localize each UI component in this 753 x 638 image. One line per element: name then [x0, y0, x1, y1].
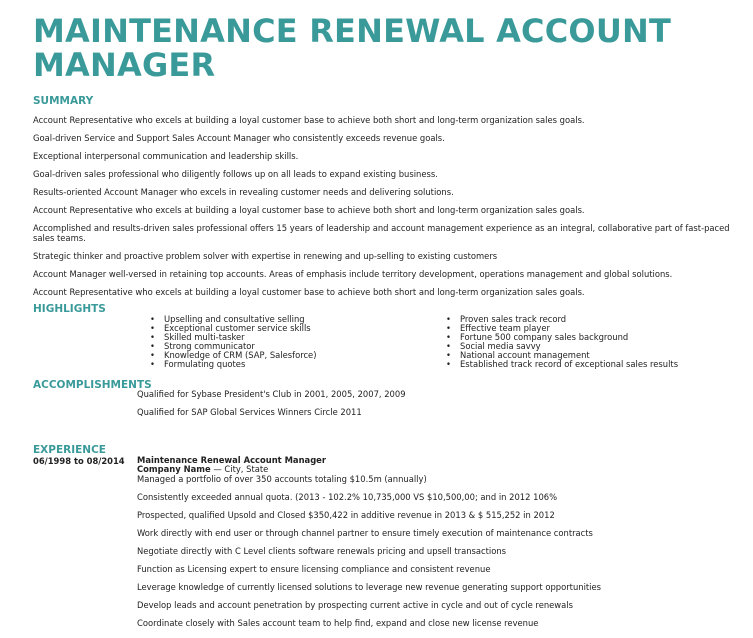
experience-item: Function as Licensing expert to ensure licensing compliance and consistent revenue: [137, 564, 491, 574]
summary-item: Account Representative who excels at building a loyal customer base to achieve both short and long-term organization sales goals.: [33, 205, 585, 215]
accomplishments-list: [137, 389, 733, 417]
summary-item: Goal-driven Service and Support Sales Account Manager who consistently exceeds revenue goals.: [33, 133, 445, 143]
experience-heading: EXPERIENCE: [33, 444, 106, 456]
accomplishment-item: Qualified for SAP Global Services Winners Circle 2011: [137, 407, 362, 417]
experience-item: Negotiate directly with C Level clients software renewals pricing and upsell transactions: [137, 546, 507, 556]
summary-item: Strategic thinker and proactive problem solver with expertise in renewing and up-selling to existing customers: [33, 251, 498, 261]
highlights-heading: HIGHLIGHTS: [33, 303, 106, 315]
highlight-item: • Upselling and consultative selling: [150, 315, 316, 324]
highlight-item: • Skilled multi-tasker: [150, 333, 316, 342]
highlight-item: • Effective team player: [446, 324, 678, 333]
highlight-item: • Exceptional customer service skills: [150, 324, 316, 333]
highlights-left-column: [150, 315, 316, 370]
highlight-item: • Formulating quotes: [150, 360, 316, 369]
experience-item: Coordinate closely with Sales account team to help find, expand and close new license revenue: [137, 618, 539, 628]
summary-item: Accomplished and results-driven sales professional offers 15 years of leadership and account management experience as an integral, collaborative part of fast-paced sales teams.: [33, 223, 730, 243]
accomplishments-heading: ACCOMPLISHMENTS: [33, 379, 152, 391]
highlight-item: • National account management: [446, 351, 678, 360]
highlight-item: • Strong communicator: [150, 342, 316, 351]
summary-heading: SUMMARY: [33, 95, 94, 107]
company-location: City, State: [224, 464, 269, 474]
highlights-right-column: [446, 315, 678, 370]
summary-item: Account Representative who excels at building a loyal customer base to achieve both short and long-term organization sales goals.: [33, 115, 585, 125]
highlight-item: • Established track record of exceptional sales results: [446, 360, 678, 369]
job-title: Maintenance Renewal Account Manager: [137, 455, 326, 465]
experience-item: Managed a portfolio of over 350 accounts totaling $10.5m (annually): [137, 474, 427, 484]
experience-item: Prospected, qualified Upsold and Closed $350,422 in additive revenue in 2013 & $ 515,252 in 2012: [137, 510, 555, 520]
experience-entry: [33, 456, 733, 628]
summary-item: Account Manager well-versed in retaining top accounts. Areas of emphasis include territory development, operations management and global solutions.: [33, 269, 673, 279]
highlights-list: [33, 315, 733, 369]
highlight-item: • Fortune 500 company sales background: [446, 333, 678, 342]
experience-item: Develop leads and account penetration by prospecting current active in cycle and out of cycle renewals: [137, 600, 573, 610]
highlight-item: • Proven sales track record: [446, 315, 678, 324]
company-name: Company Name: [137, 464, 211, 474]
experience-dates: 06/1998 to 08/2014: [33, 456, 125, 466]
company-separator: —: [210, 464, 225, 474]
experience-item: Consistently exceeded annual quota. (2013 - 102.2% 10,735,000 VS $10,500,00; and in 2012 106%: [137, 492, 558, 502]
summary-item: Goal-driven sales professional who diligently follows up on all leads to expand existing business.: [33, 169, 438, 179]
experience-item: Work directly with end user or through channel partner to ensure timely execution of maintenance contracts: [137, 528, 593, 538]
summary-item: Exceptional interpersonal communication and leadership skills.: [33, 151, 299, 161]
summary-item: Account Representative who excels at building a loyal customer base to achieve both short and long-term organization sales goals.: [33, 287, 585, 297]
resume-page: [33, 14, 733, 628]
experience-item: Leverage knowledge of currently licensed solutions to leverage new revenue generating support opportunities: [137, 582, 602, 592]
highlight-item: • Social media savvy: [446, 342, 678, 351]
summary-list: [33, 115, 733, 297]
accomplishment-item: Qualified for Sybase President's Club in 2001, 2005, 2007, 2009: [137, 389, 406, 399]
highlight-item: • Knowledge of CRM (SAP, Salesforce): [150, 351, 316, 360]
resume-title: MAINTENANCE RENEWAL ACCOUNT MANAGER: [33, 12, 672, 84]
summary-item: Results-oriented Account Manager who excels in revealing customer needs and delivering solutions.: [33, 187, 454, 197]
company-line: [137, 465, 733, 474]
